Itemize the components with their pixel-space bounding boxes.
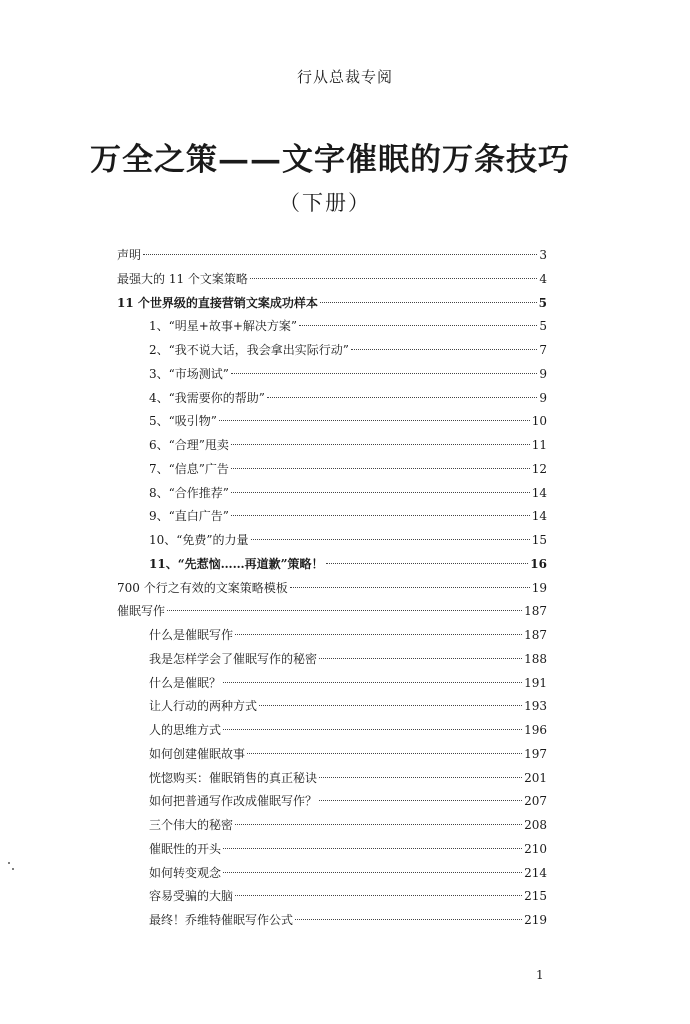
- toc-entry-label: 如何把普通写作改成催眠写作？: [149, 794, 318, 809]
- toc-entry[interactable]: [117, 244, 547, 268]
- toc-entry-label: 6、“合理”甩卖: [149, 438, 229, 452]
- toc-dot-leader: [290, 587, 530, 588]
- toc-dot-leader: [326, 563, 529, 564]
- toc-dot-leader: [259, 705, 522, 706]
- toc-dot-leader: [231, 373, 537, 374]
- toc-entry[interactable]: [117, 719, 547, 743]
- toc-entry[interactable]: [117, 458, 547, 482]
- toc-entry-label: 容易受骗的大脑: [149, 889, 234, 904]
- toc-entry-page: 10: [531, 414, 547, 429]
- toc-entry-label: 9、“直白广告”: [149, 509, 229, 524]
- toc-entry-label: 如何创建催眠故事: [149, 746, 246, 761]
- toc-entry-page: 5: [538, 295, 547, 310]
- toc-dot-leader: [231, 444, 530, 445]
- toc-entry[interactable]: [117, 268, 547, 292]
- document-subtitle: （下册）: [279, 191, 371, 215]
- toc-entry-label: 什么是催眠写作: [149, 628, 234, 642]
- toc-entry-page: 219: [524, 913, 547, 927]
- toc-entry[interactable]: [117, 292, 547, 316]
- toc-dot-leader: [235, 895, 522, 896]
- toc-entry-page: 5: [539, 319, 547, 334]
- toc-entry[interactable]: [117, 862, 547, 886]
- toc-entry[interactable]: [117, 648, 547, 672]
- toc-entry[interactable]: [117, 790, 547, 814]
- header-note: 行从总裁专阅: [296, 68, 393, 86]
- toc-entry-page: 9: [539, 390, 547, 405]
- toc-dot-leader: [319, 658, 522, 659]
- toc-dot-leader: [143, 254, 537, 255]
- toc-entry[interactable]: [117, 600, 547, 624]
- scan-speck: [8, 862, 10, 864]
- toc-entry[interactable]: [117, 909, 547, 933]
- toc-entry-page: 14: [531, 509, 547, 524]
- toc-dot-leader: [231, 468, 530, 469]
- toc-entry[interactable]: [117, 410, 547, 434]
- toc-entry-page: 214: [524, 865, 547, 880]
- toc-entry-label: 什么是催眠？: [149, 675, 222, 690]
- toc-entry-page: 208: [524, 818, 547, 832]
- toc-entry-label: 2、“我不说大话，我会拿出实际行动”: [149, 343, 349, 357]
- toc-entry-label: 三个伟大的秘密: [149, 818, 234, 832]
- toc-entry[interactable]: [117, 363, 547, 387]
- toc-entry[interactable]: [117, 529, 547, 553]
- toc-entry-page: 4: [539, 271, 547, 286]
- toc-entry-label: 10、“免费”的力量: [149, 533, 249, 547]
- toc-entry-page: 188: [524, 651, 547, 666]
- toc-entry-label: 1、“明星+故事+解决方案”: [149, 319, 298, 334]
- toc-entry-label: 人的思维方式: [149, 723, 222, 737]
- toc-entry[interactable]: [117, 767, 547, 791]
- toc-entry-page: 14: [531, 485, 547, 500]
- toc-entry[interactable]: [117, 387, 547, 411]
- toc-entry-label: 7、“信息”广告: [149, 461, 229, 476]
- toc-entry[interactable]: [117, 434, 547, 458]
- toc-entry-label: 声明: [117, 248, 142, 262]
- table-of-contents: [117, 244, 547, 933]
- toc-entry-page: 197: [524, 746, 547, 761]
- toc-dot-leader: [235, 824, 522, 825]
- toc-dot-leader: [223, 729, 522, 730]
- toc-dot-leader: [223, 682, 522, 683]
- toc-entry-page: 196: [524, 723, 547, 737]
- toc-entry-label: 8、“合作推荐”: [149, 485, 229, 500]
- toc-dot-leader: [167, 610, 522, 611]
- toc-entry[interactable]: [117, 743, 547, 767]
- toc-entry-label: 11 个世界级的直接营销文案成功样本: [117, 295, 318, 310]
- toc-entry[interactable]: [117, 553, 547, 577]
- toc-entry-page: 201: [524, 770, 547, 785]
- toc-entry[interactable]: [117, 695, 547, 719]
- toc-entry-label: 催眠性的开头: [149, 841, 222, 856]
- toc-dot-leader: [320, 302, 537, 303]
- toc-entry[interactable]: [117, 624, 547, 648]
- toc-dot-leader: [351, 349, 537, 350]
- toc-entry[interactable]: [117, 482, 547, 506]
- toc-entry[interactable]: [117, 315, 547, 339]
- toc-dot-leader: [251, 539, 530, 540]
- toc-entry-page: 193: [524, 699, 547, 714]
- toc-dot-leader: [223, 872, 522, 873]
- toc-entry-page: 7: [539, 343, 547, 357]
- toc-entry-page: 187: [524, 604, 547, 619]
- toc-dot-leader: [319, 800, 522, 801]
- toc-entry-page: 207: [524, 794, 547, 809]
- toc-dot-leader: [235, 634, 522, 635]
- toc-dot-leader: [299, 325, 537, 326]
- toc-dot-leader: [250, 278, 537, 279]
- toc-entry[interactable]: [117, 505, 547, 529]
- document-title: 万全之策——文字催眠的万条技巧: [90, 142, 570, 178]
- toc-entry-page: 19: [531, 580, 547, 595]
- toc-entry[interactable]: [117, 885, 547, 909]
- toc-dot-leader: [247, 753, 522, 754]
- toc-entry-label: 恍惚购买：催眠销售的真正秘诀: [149, 770, 318, 785]
- scan-speck: [12, 868, 14, 870]
- toc-entry[interactable]: [117, 814, 547, 838]
- toc-entry-label: 最终！乔维特催眠写作公式: [149, 913, 294, 927]
- toc-entry-page: 215: [524, 889, 547, 904]
- toc-entry-page: 187: [524, 628, 547, 642]
- toc-entry-page: 3: [539, 248, 547, 262]
- toc-entry[interactable]: [117, 339, 547, 363]
- toc-entry-page: 191: [524, 675, 547, 690]
- toc-entry-label: 催眠写作: [117, 604, 166, 619]
- toc-dot-leader: [295, 919, 522, 920]
- toc-entry-page: 11: [531, 438, 547, 452]
- toc-entry[interactable]: [117, 672, 547, 696]
- toc-entry-label: 最强大的 11 个文案策略: [117, 271, 248, 286]
- toc-entry[interactable]: [117, 838, 547, 862]
- toc-dot-leader: [231, 515, 530, 516]
- toc-entry-page: 16: [530, 556, 547, 571]
- toc-entry-page: 210: [524, 841, 547, 856]
- toc-dot-leader: [267, 397, 537, 398]
- toc-dot-leader: [219, 420, 530, 421]
- toc-entry-page: 15: [531, 533, 547, 547]
- toc-entry-label: 我是怎样学会了催眠写作的秘密: [149, 651, 318, 666]
- toc-entry-label: 5、“吸引物”: [149, 414, 217, 429]
- toc-entry-label: 让人行动的两种方式: [149, 699, 258, 714]
- toc-entry-label: 11、“先惹恼……再道歉”策略！: [149, 556, 324, 571]
- page-number: 1: [536, 968, 544, 982]
- toc-entry-label: 如何转变观念: [149, 865, 222, 880]
- toc-entry-page: 9: [539, 366, 547, 381]
- toc-entry-page: 12: [531, 461, 547, 476]
- toc-dot-leader: [319, 777, 522, 778]
- toc-dot-leader: [231, 492, 530, 493]
- toc-entry-label: 4、“我需要你的帮助”: [149, 390, 265, 405]
- toc-entry-label: 700 个行之有效的文案策略模板: [117, 580, 288, 595]
- toc-entry-label: 3、“市场测试”: [149, 366, 229, 381]
- toc-dot-leader: [223, 848, 522, 849]
- toc-entry[interactable]: [117, 577, 547, 601]
